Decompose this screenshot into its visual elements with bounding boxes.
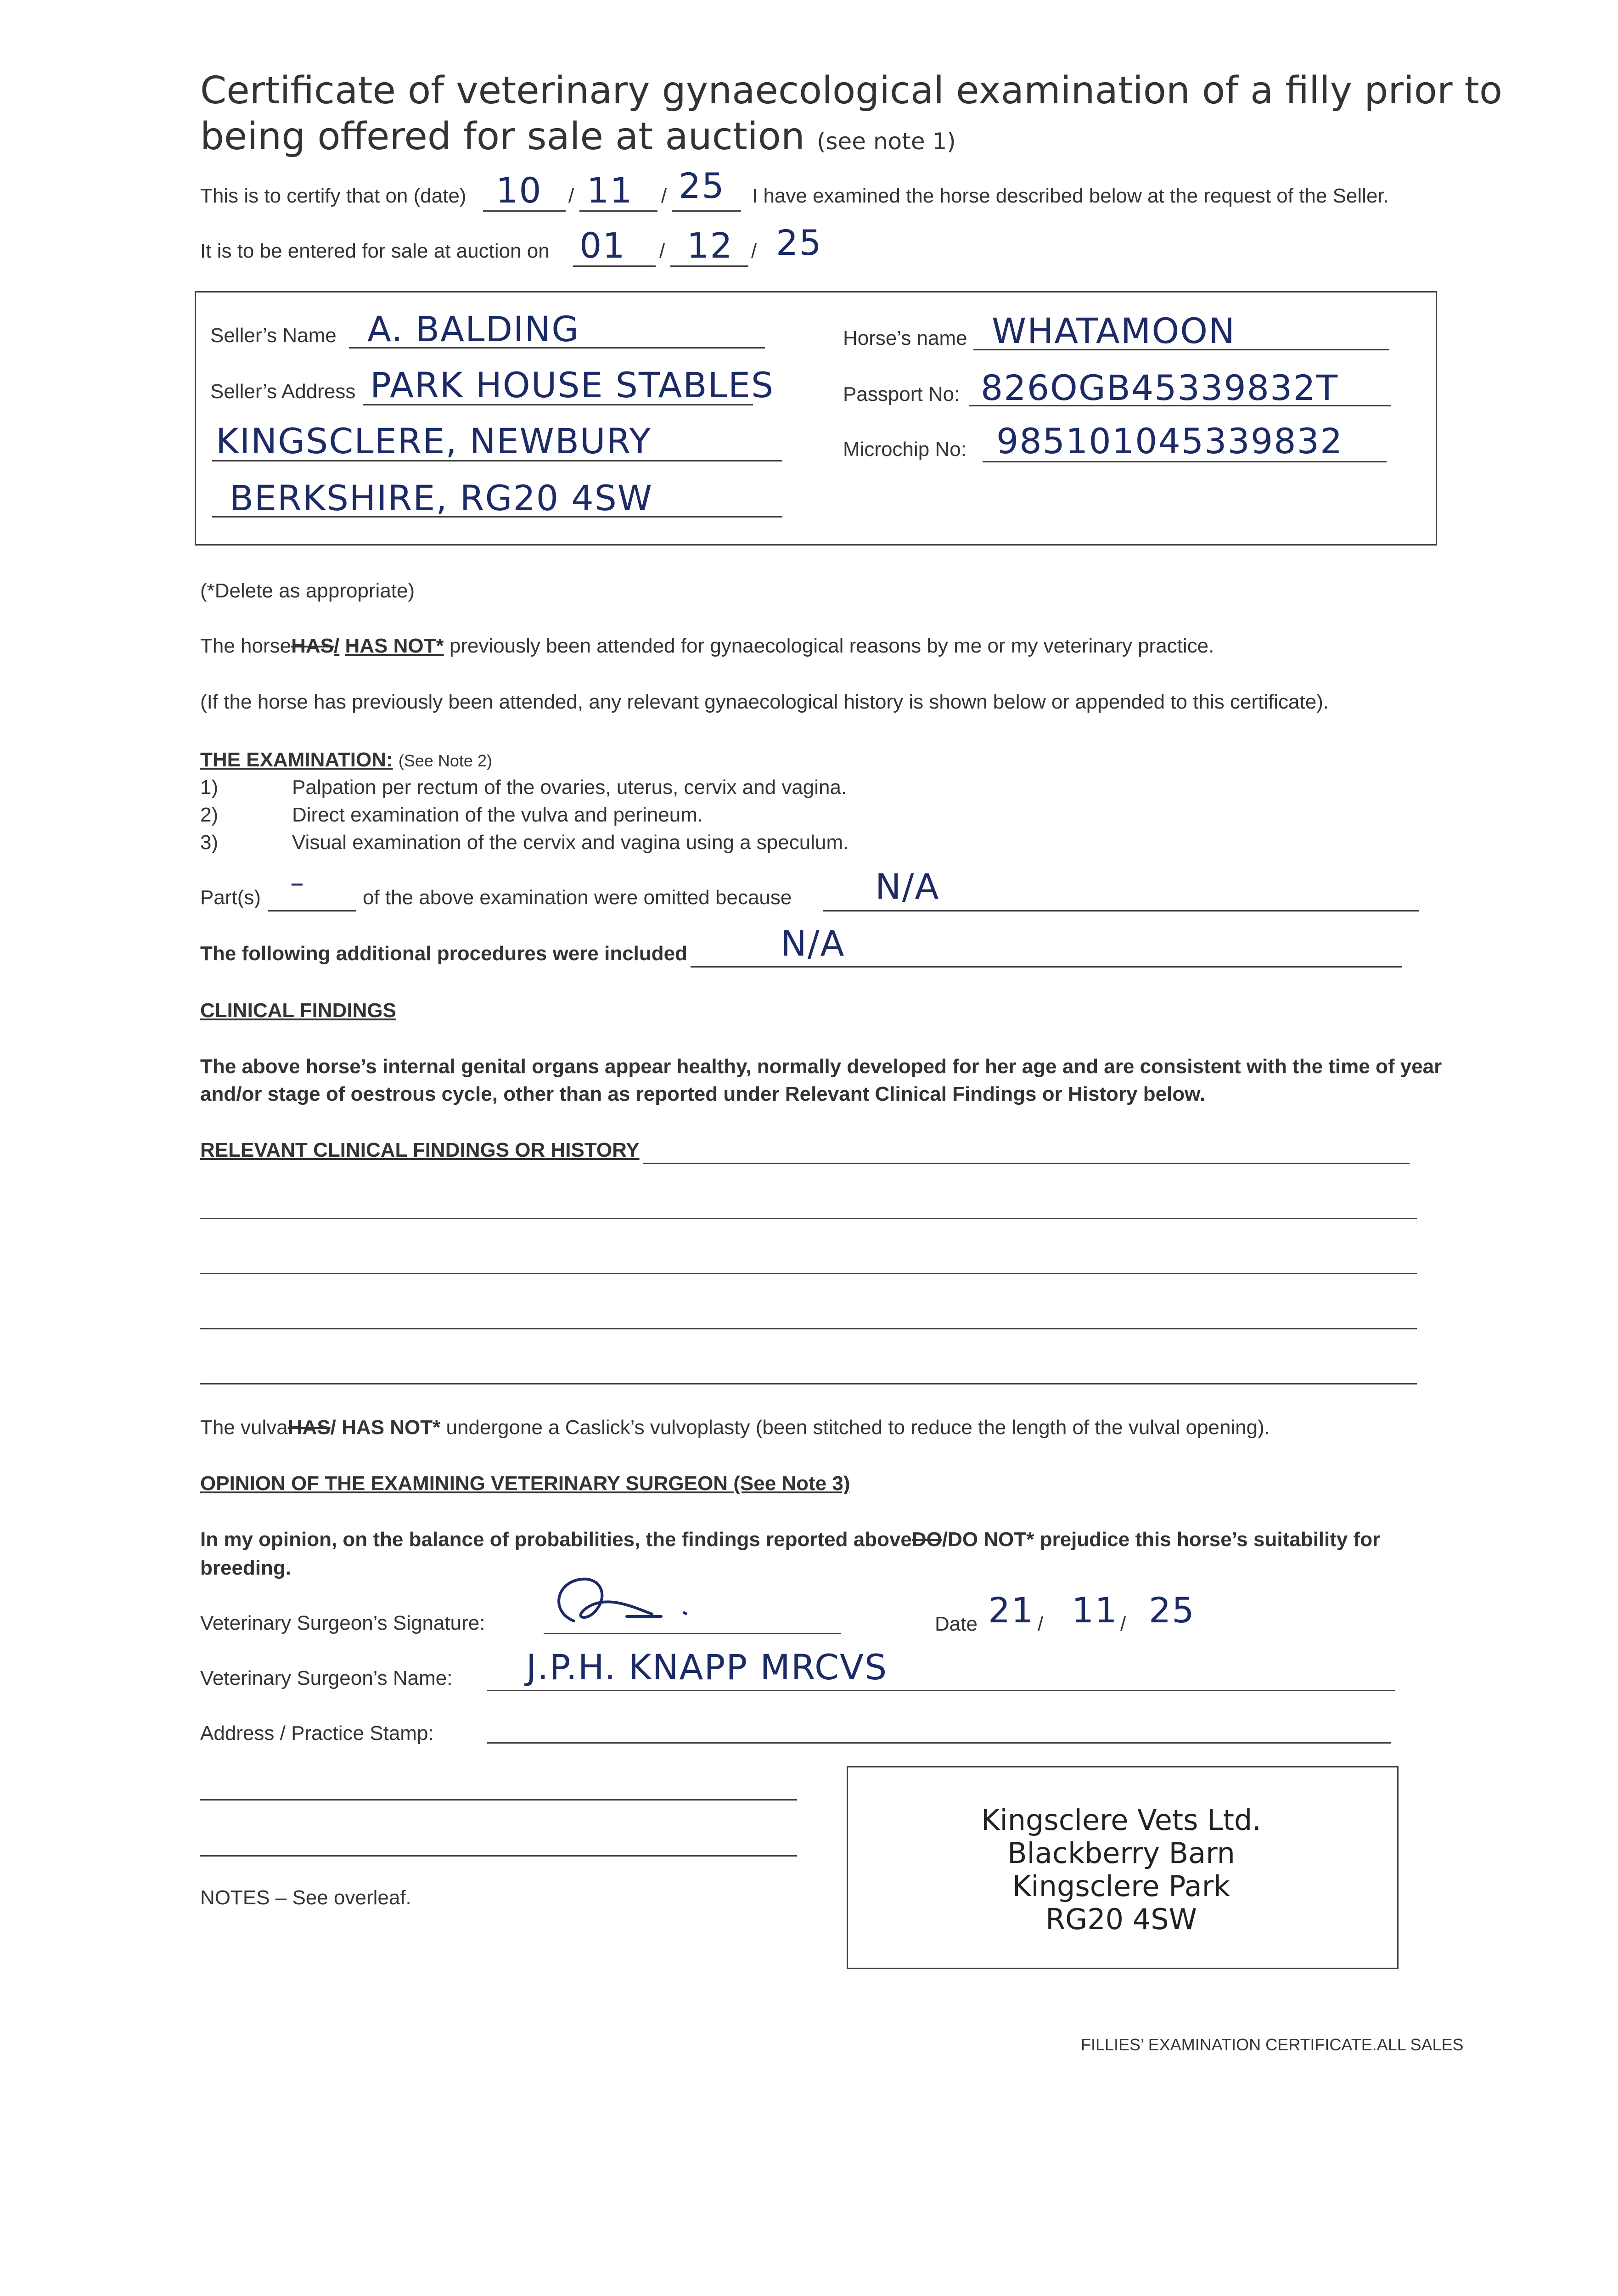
additional-value: N/A xyxy=(781,923,845,964)
vet-name-line xyxy=(487,1690,1395,1691)
certify-sep1: / xyxy=(568,185,574,207)
seller-address1: PARK HOUSE STABLES xyxy=(370,365,775,405)
signature-date-year: 25 xyxy=(1149,1590,1195,1631)
address-line-1 xyxy=(200,1799,797,1801)
vulva-prefix: The vulva xyxy=(200,1416,288,1439)
auction-sep1: / xyxy=(659,240,665,262)
attended-has-not: HAS NOT* xyxy=(345,635,444,657)
document-title-line2-text: being offered for sale at auction xyxy=(200,115,805,158)
opinion-slash: / xyxy=(942,1528,948,1551)
microchip-number: 985101045339832 xyxy=(996,421,1343,461)
examination-heading-row xyxy=(200,748,492,771)
vulva-statement xyxy=(200,1416,1270,1439)
certify-year: 25 xyxy=(679,165,725,206)
title-note: (see note 1) xyxy=(816,128,956,155)
relevant-heading: RELEVANT CLINICAL FINDINGS OR HISTORY xyxy=(200,1139,640,1161)
omitted-prefix: Part(s) xyxy=(200,886,261,909)
microchip-label: Microchip No: xyxy=(843,438,966,461)
vulva-suffix: undergone a Caslick’s vulvoplasty (been stitched to reduce the length of the vulval opening). xyxy=(446,1416,1270,1439)
seller-name: A. BALDING xyxy=(367,309,580,349)
document-title-line1: Certificate of veterinary gynaecological examination of a filly prior to xyxy=(200,69,1503,113)
exam-item-1-num: 1) xyxy=(200,776,219,799)
stamp-line-4: RG20 4SW xyxy=(1045,1902,1197,1936)
additional-line xyxy=(691,966,1402,968)
horse-name-label: Horse’s name xyxy=(843,327,967,349)
horse-name: WHATAMOON xyxy=(992,310,1236,351)
examination-heading-note: (See Note 2) xyxy=(398,751,492,770)
seller-name-label: Seller’s Name xyxy=(210,324,337,347)
attended-prefix: The horse xyxy=(200,635,292,657)
opinion-text-prefix: In my opinion, on the balance of probabilities, the findings reported above xyxy=(200,1528,912,1551)
certify-suffix: I have examined the horse described below at the request of the Seller. xyxy=(752,185,1389,207)
clinical-text-1: The above horse’s internal genital organs appear healthy, normally developed for her age and are consistent with the time of year xyxy=(200,1055,1442,1078)
attended-statement xyxy=(200,635,1214,658)
omitted-reason-line xyxy=(823,910,1419,912)
notes-text: NOTES – See overleaf. xyxy=(200,1886,411,1909)
document-title-line2 xyxy=(200,114,956,164)
signature-scribble xyxy=(546,1570,721,1635)
exam-item-3-text: Visual examination of the cervix and vagina using a speculum. xyxy=(292,831,849,854)
seller-address-label: Seller’s Address xyxy=(210,380,356,403)
relevant-line-1 xyxy=(200,1218,1417,1219)
address-line-0 xyxy=(487,1742,1391,1744)
additional-label: The following additional procedures were included xyxy=(200,942,688,965)
address-line-2 xyxy=(200,1855,797,1857)
address-stamp-label: Address / Practice Stamp: xyxy=(200,1722,434,1745)
vet-name-label: Veterinary Surgeon’s Name: xyxy=(200,1667,453,1689)
exam-item-2-num: 2) xyxy=(200,804,219,826)
omitted-middle: of the above examination were omitted because xyxy=(363,886,792,909)
attended-has-struck: HAS xyxy=(291,635,334,657)
delete-note: (*Delete as appropriate) xyxy=(200,580,415,602)
auction-prefix: It is to be entered for sale at auction on xyxy=(200,240,550,262)
passport-number: 826OGB45339832T xyxy=(981,367,1339,408)
stamp-line-2: Blackberry Barn xyxy=(1007,1836,1235,1870)
vulva-has-not: HAS NOT* xyxy=(342,1416,441,1439)
opinion-do-not: DO NOT* xyxy=(948,1528,1034,1551)
passport-label: Passport No: xyxy=(843,383,960,405)
opinion-heading: OPINION OF THE EXAMINING VETERINARY SURGEON (See Note 3) xyxy=(200,1472,850,1495)
attended-slash: / xyxy=(334,635,340,657)
opinion-do-struck: DO xyxy=(911,1528,942,1551)
stamp-line-1: Kingsclere Vets Ltd. xyxy=(981,1803,1262,1837)
examination-heading: THE EXAMINATION: xyxy=(200,748,393,771)
certify-year-line xyxy=(672,210,741,212)
stamp-line-3: Kingsclere Park xyxy=(1012,1869,1230,1903)
omitted-reason: N/A xyxy=(875,866,940,907)
signature-date-label: Date xyxy=(935,1613,978,1635)
relevant-line-2 xyxy=(200,1273,1417,1274)
certify-day: 10 xyxy=(496,170,542,211)
seller-address2: KINGSCLERE, NEWBURY xyxy=(216,421,652,461)
vet-name: J.P.H. KNAPP MRCVS xyxy=(526,1647,888,1688)
signature-date-sep2: / xyxy=(1120,1613,1126,1635)
auction-day: 01 xyxy=(579,225,626,266)
attended-suffix: previously been attended for gynaecological reasons by me or my veterinary practice. xyxy=(449,635,1214,657)
exam-item-1-text: Palpation per rectum of the ovaries, uterus, cervix and vagina. xyxy=(292,776,847,799)
clinical-heading: CLINICAL FINDINGS xyxy=(200,999,396,1022)
signature-label: Veterinary Surgeon’s Signature: xyxy=(200,1612,485,1634)
auction-sep2: / xyxy=(751,240,757,262)
signature-date-sep1: / xyxy=(1038,1613,1044,1635)
history-note: (If the horse has previously been attended, any relevant gynaecological history is shown below or appended to this certificate). xyxy=(200,691,1329,713)
opinion-text-suffix: prejudice this horse’s suitability for xyxy=(1039,1528,1381,1551)
relevant-line-4 xyxy=(200,1383,1417,1384)
exam-item-2-text: Direct examination of the vulva and perineum. xyxy=(292,804,703,826)
opinion-text-2: breeding. xyxy=(200,1557,292,1579)
opinion-text-1 xyxy=(200,1528,1380,1551)
certify-month: 11 xyxy=(587,170,633,211)
clinical-text-2: and/or stage of oestrous cycle, other than as reported under Relevant Clinical Findings or History below. xyxy=(200,1083,1206,1105)
exam-item-3-num: 3) xyxy=(200,831,219,854)
relevant-line-0 xyxy=(643,1163,1410,1164)
relevant-line-3 xyxy=(200,1328,1417,1329)
vulva-has-struck: HAS xyxy=(287,1416,331,1439)
certify-sep2: / xyxy=(661,185,667,207)
auction-month: 12 xyxy=(687,225,733,266)
certify-prefix: This is to certify that on (date) xyxy=(200,185,466,207)
signature-date-day: 21 xyxy=(988,1590,1034,1631)
signature-date-month: 11 xyxy=(1072,1590,1118,1631)
practice-stamp xyxy=(847,1804,1396,1936)
seller-address3: BERKSHIRE, RG20 4SW xyxy=(230,478,653,518)
auction-year: 25 xyxy=(776,222,822,263)
footer-label: FILLIES’ EXAMINATION CERTIFICATE.ALL SALES xyxy=(1081,2035,1464,2054)
omitted-parts: – xyxy=(290,867,305,899)
omitted-parts-line xyxy=(268,910,356,912)
vulva-slash: / xyxy=(330,1416,336,1439)
